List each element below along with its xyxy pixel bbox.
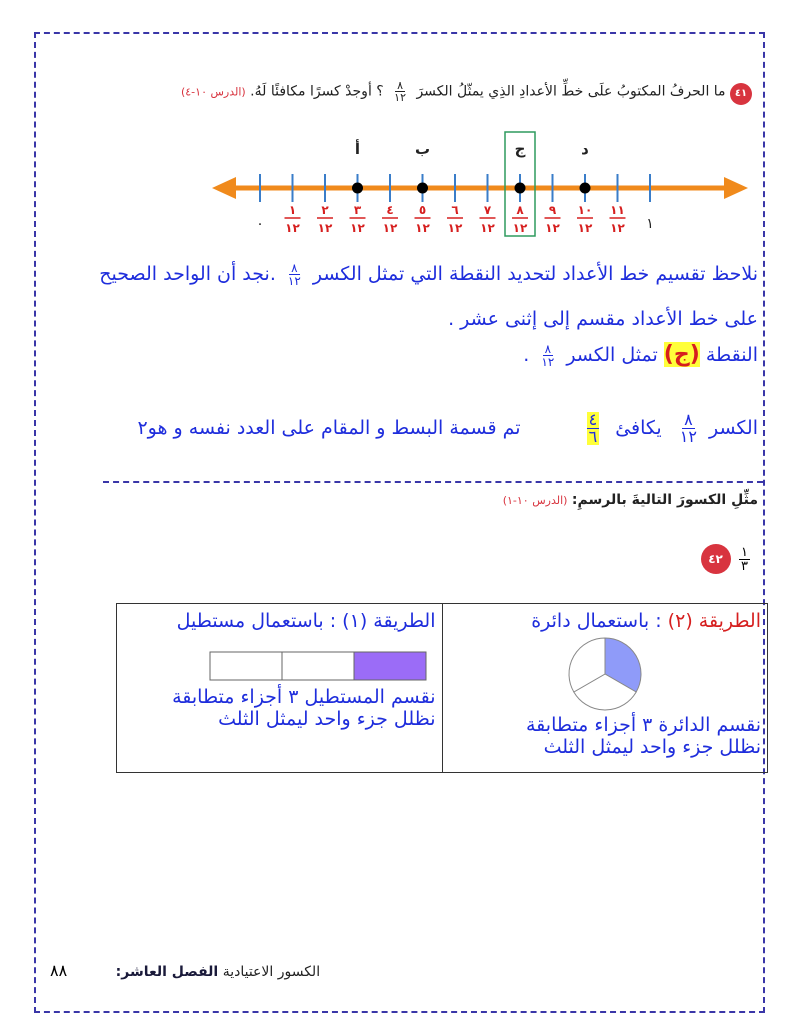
tick-numerator: ٦ <box>451 203 459 217</box>
solution-fraction-1: $\frac{٨}{١٢}$ <box>287 261 301 288</box>
tick-denominator: ١٢ <box>350 221 365 235</box>
tick-denominator: ١٢ <box>447 221 463 235</box>
one-label: ١ <box>646 216 654 232</box>
section-heading: مثِّلِ الكسورَ التاليةَ بالرسمِ: (الدرس ١٠-١) <box>502 492 758 508</box>
tick-denominator: ١٢ <box>610 221 625 235</box>
question-fraction: $\frac{٨}{١٢}$ <box>394 79 406 104</box>
tick-numerator: ٤ <box>386 203 394 217</box>
method-2-cell <box>442 604 768 773</box>
tick-numerator: ٥ <box>418 203 427 217</box>
tick-denominator: ١٢ <box>545 221 560 235</box>
point-letter: د <box>581 140 589 158</box>
tick-denominator: ١٢ <box>415 221 430 235</box>
solution-line-2: على خط الأعداد مقسم إلى إثنى عشر . <box>448 308 758 330</box>
point-letter: ج <box>514 140 526 158</box>
method-1-desc-2: نظلل جزء واحد ليمثل الثلث <box>218 708 436 730</box>
tick-numerator: ٣ <box>353 203 362 217</box>
point-letter: أ <box>354 140 361 158</box>
tick-numerator: ٩ <box>548 203 557 217</box>
answer-point: (ج) <box>663 342 700 367</box>
method-1-title: الطريقة (١) : باستعمال مستطيل <box>176 610 436 632</box>
point-dot <box>580 183 591 194</box>
methods-table <box>116 603 768 773</box>
point-dot <box>417 183 428 194</box>
method-2-desc-2: نظلل جزء واحد ليمثل الثلث <box>543 736 761 758</box>
section-divider <box>103 481 763 483</box>
method-1-desc-1: نقسم المستطيل ٣ أجزاء متطابقة <box>172 686 436 708</box>
circle-model <box>565 634 645 714</box>
tick-denominator: ١٢ <box>317 221 333 235</box>
footer <box>50 961 320 980</box>
method-2-title: الطريقة (٢) : باستعمال دائرة <box>531 610 761 632</box>
question-41-text: ٤١ ما الحرفُ المكتوبُ علَى خطِّ الأعدادِ الذِي يمثّلُ الكسرَ $\frac{٨}{١٢}$ ؟ أوجدْ كسرًا مكافئًا لَهُ. (الدرس ١٠-٤) <box>181 80 752 105</box>
footer-chapter: الفصل العاشر: <box>115 964 219 980</box>
fraction-4-6: $\frac{٤}{٦}$ <box>588 410 598 446</box>
tick-numerator: ٨ <box>516 203 524 217</box>
solution-fraction-3: $\frac{٨}{١٢}$ <box>541 342 555 369</box>
tick-numerator: ١٠ <box>577 203 593 217</box>
solution-line-4: الكسر $\frac{٨}{١٢}$ يكافئ $\frac{٤}{٦}$ تم قسمة البسط و المقام على العدد نفسه و هو٢ <box>137 410 758 446</box>
zero-label: ٠ <box>256 216 264 232</box>
solution-line-1: نلاحظ تقسيم خط الأعداد لتحديد النقطة التي تمثل الكسر $\frac{٨}{١٢}$ .نجد أن الواحد الصحيح <box>99 261 758 288</box>
tick-numerator: ١ <box>288 203 297 217</box>
question-42-fraction: $\frac{١}{٣}$ <box>741 544 748 574</box>
tick-denominator: ١٢ <box>512 221 528 235</box>
point-letter: ب <box>414 140 431 158</box>
tick-numerator: ٧ <box>483 203 492 217</box>
solution-line-3: النقطة (ج) تمثل الكسر $\frac{٨}{١٢}$ . <box>523 342 758 369</box>
question-42 <box>701 544 758 574</box>
rectangle-shaded-part <box>354 652 426 680</box>
tick-denominator: ١٢ <box>577 221 593 235</box>
fraction-8-12: $\frac{٨}{١٢}$ <box>679 410 697 446</box>
point-dot <box>352 183 363 194</box>
tick-numerator: ١١ <box>610 203 625 217</box>
method-2-desc-1: نقسم الدائرة ٣ أجزاء متطابقة <box>525 714 761 736</box>
number-line-figure <box>200 128 760 243</box>
question-number-badge: ٤٢ <box>701 544 731 574</box>
tick-denominator: ١٢ <box>382 221 398 235</box>
point-dot <box>515 183 526 194</box>
method-1-cell <box>117 604 443 773</box>
rectangle-model <box>206 650 436 682</box>
question-number-badge: ٤١ <box>730 83 752 105</box>
axis-arrow-right <box>724 177 748 199</box>
rectangle-part <box>282 652 354 680</box>
rectangle-part <box>210 652 282 680</box>
footer-page-number: ٨٨ <box>50 961 68 980</box>
lesson-ref: (الدرس ١٠-٤) <box>180 85 246 99</box>
axis-arrow-left <box>212 177 236 199</box>
tick-numerator: ٢ <box>321 203 329 217</box>
footer-chapter-title: الكسور الاعتيادية <box>222 964 321 980</box>
tick-denominator: ١٢ <box>480 221 495 235</box>
tick-denominator: ١٢ <box>285 221 300 235</box>
